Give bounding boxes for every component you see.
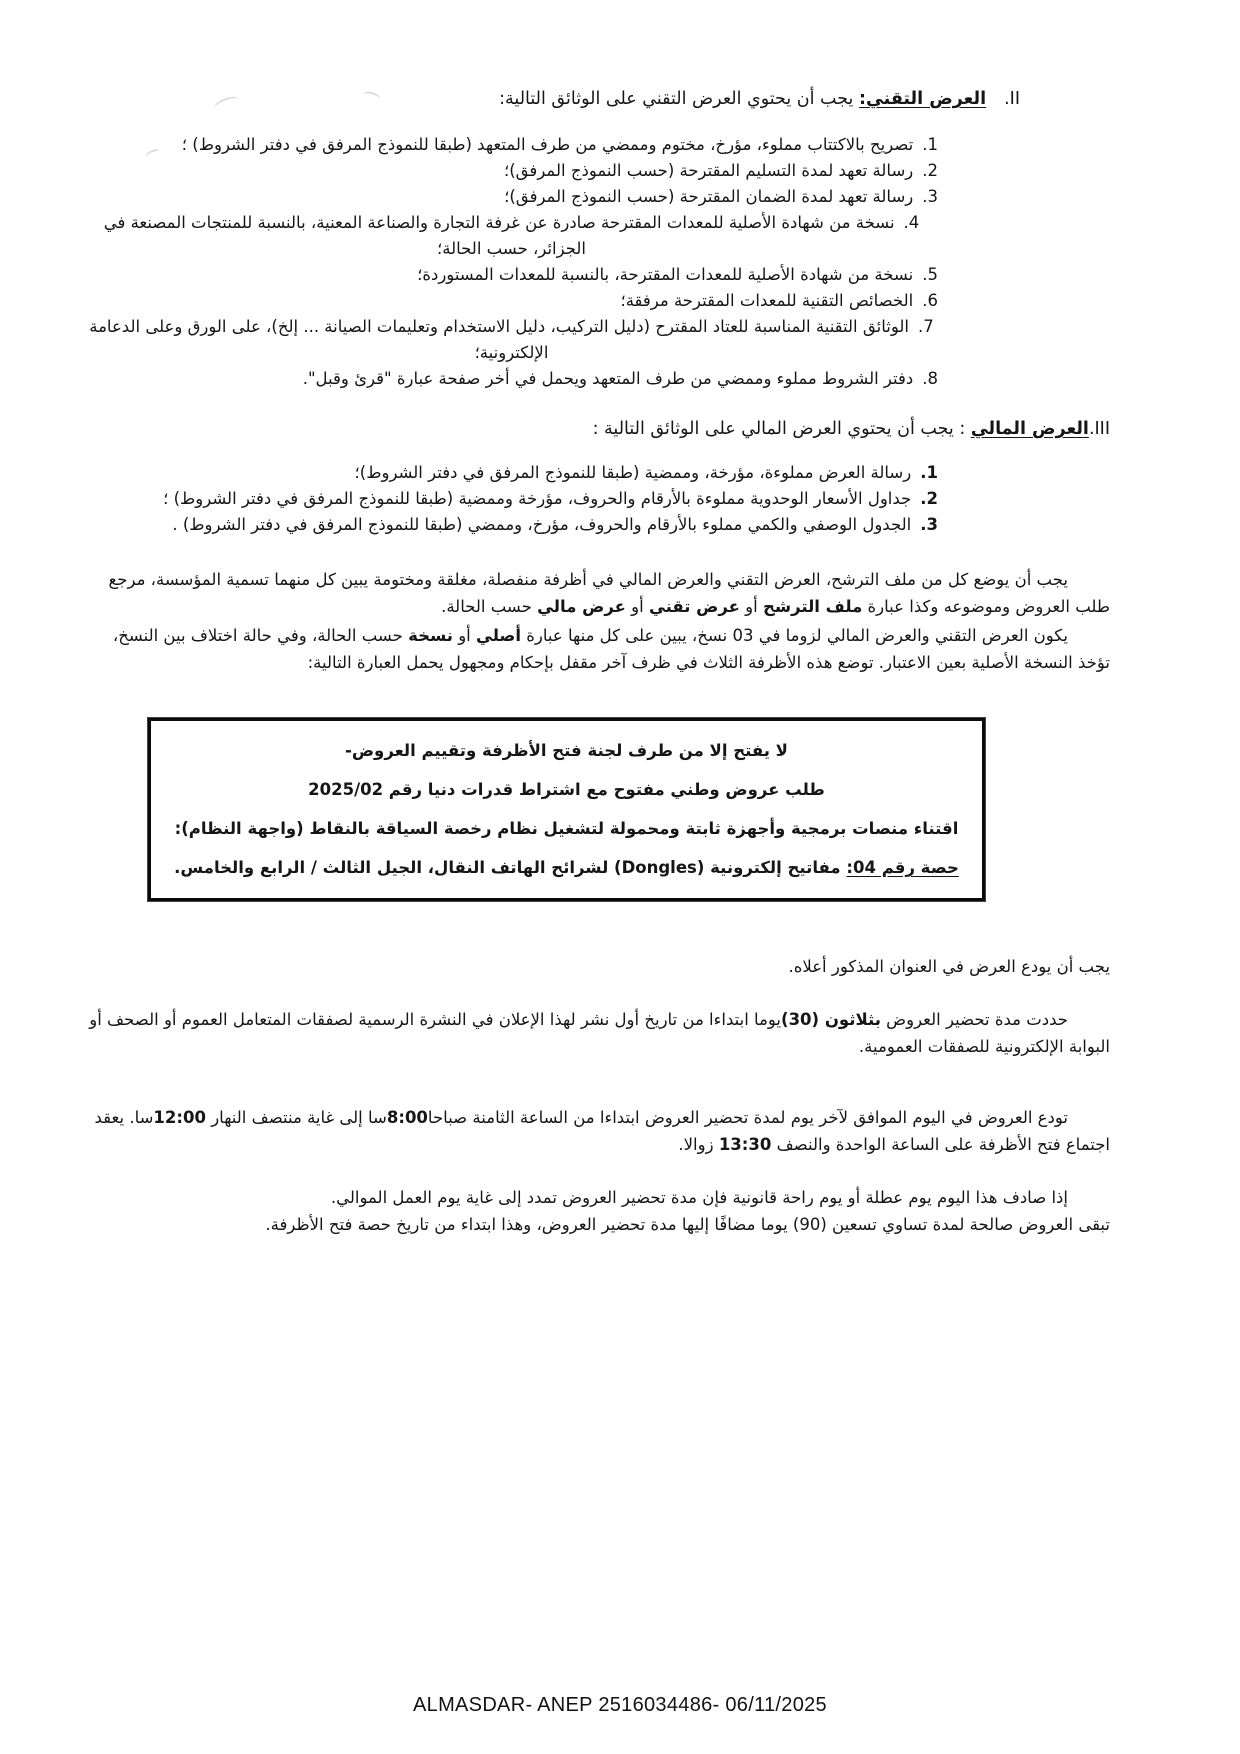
list-item [85, 184, 938, 210]
envelope-notice-box [148, 718, 985, 901]
preparation-text: يوما ابتداءا من تاريخ أول نشر لهذا الإعلان في النشرة الرسمية لصفقات المتعامل العموم أو الصحف أو البوابة الإلكترونية للصفقات العمومية. [89, 1010, 1110, 1056]
list-item [85, 486, 938, 512]
copies-text: حسب الحالة، وفي حالة اختلاف بين النسخ، تؤخذ النسخة الأصلية بعين الاعتبار. توضع هذه الأظرفة الثلاث في ظرف آخر مقفل بإحكام ومجهول يحمل العبارة التالية: [112, 626, 1110, 672]
item-number: 3. [920, 515, 938, 534]
section-title-financial: العرض المالي [970, 419, 1089, 439]
list-item [85, 210, 938, 262]
list-item [85, 366, 938, 392]
bold-technical-offer: عرض تقني [648, 597, 740, 616]
copies-text: يكون العرض التقني والعرض المالي لزوما في 03 نسخ، يبين على كل منها عبارة [521, 626, 1068, 645]
bold-thirty-days: بثلاثون (30) [781, 1010, 881, 1029]
item-text: تصريح بالاكتتاب مملوء، مؤرخ، مختوم وممضي من طرف المتعهد (طبقا للنموذج المرفق في دفتر الشروط) ؛ [181, 135, 914, 154]
section-intro-financial: : يجب أن يحتوي العرض المالي على الوثائق التالية : [592, 419, 971, 439]
item-text: الخصائص التقنية للمعدات المقترحة مرفقة؛ [620, 291, 914, 310]
list-item [85, 158, 938, 184]
submission-times-paragraph [85, 1104, 1110, 1158]
item-text: الوثائق التقنية المناسبة للعتاد المقترح (دليل التركيب، دليل الاستخدام وتعليمات الصيانة ... إلخ)، على الورق وعلى الدعامة الإلكترونية؛ [89, 317, 909, 362]
lot-number-label: حصة رقم 04: [846, 858, 959, 877]
section-numeral-ii: II. [1004, 89, 1020, 109]
item-number: 4. [903, 213, 920, 232]
separation-text: يجب أن يوضع كل من ملف الترشح، العرض التقني والعرض المالي في أظرفة منفصلة، مغلقة ومختومة يبين كل منهما تسمية المؤسسة، مرجع طلب العروض وموضوعه وكذا عبارة [108, 570, 1110, 616]
submission-text: سا. يعقد اجتماع فتح الأظرفة على الساعة الواحدة والنصف [94, 1108, 1110, 1154]
item-text: رسالة العرض مملوءة، مؤرخة، وممضية (طبقا للنموذج المرفق في دفتر الشروط)؛ [354, 463, 912, 482]
submission-text: زوالا. [678, 1135, 719, 1154]
copies-paragraph [85, 622, 1110, 676]
technical-offer-list [85, 132, 938, 392]
preparation-text: حددت مدة تحضير العروض [880, 1010, 1068, 1029]
separation-text: أو [739, 597, 763, 616]
bold-time-1200: 12:00 [153, 1108, 206, 1127]
list-item [85, 132, 938, 158]
list-item [85, 262, 938, 288]
submission-text: سا إلى غاية منتصف النهار [205, 1108, 387, 1127]
bold-time-0800: 8:00 [386, 1108, 428, 1127]
notice-open-only-line: لا يفتح إلا من طرف لجنة فتح الأظرفة وتقييم العروض- [345, 741, 788, 760]
submission-text: تودع العروض في اليوم الموافق لآخر يوم لمدة تحضير العروض ابتداءا من الساعة الثامنة صباحا [427, 1108, 1068, 1127]
item-text: نسخة من شهادة الأصلية للمعدات المقترحة، بالنسبة للمعدات المستوردة؛ [417, 265, 914, 284]
list-item [85, 314, 938, 366]
bold-financial-offer: عرض مالي [537, 597, 626, 616]
item-text: نسخة من شهادة الأصلية للمعدات المقترحة صادرة عن غرفة التجارة والصناعة المعنية، بالنسبة للمنتجات المصنعة في الجزائر، حسب الحالة؛ [103, 213, 895, 258]
item-number: 6. [922, 291, 938, 310]
item-text: الجدول الوصفي والكمي مملوء بالأرقام والحروف، مؤرخ، وممضي (طبقا للنموذج المرفق في دفتر الشروط) . [172, 515, 912, 534]
deposit-paragraph: يجب أن يودع العرض في العنوان المذكور أعلاه. [788, 957, 1110, 976]
item-number: 2. [920, 489, 938, 508]
financial-offer-list [85, 460, 938, 538]
list-item [85, 460, 938, 486]
item-number: 2. [922, 161, 938, 180]
notice-lot-line [163, 856, 970, 880]
holiday-extension-paragraph: إذا صادف هذا اليوم يوم عطلة أو يوم راحة قانونية فإن مدة تحضير العروض تمدد إلى غاية يوم العمل الموالي. [330, 1188, 1068, 1207]
bold-original: أصلي [476, 626, 522, 645]
item-number: 7. [917, 317, 934, 336]
list-item [85, 288, 938, 314]
anep-footer: ALMASDAR- ANEP 2516034486- 06/11/2025 [413, 1694, 827, 1716]
notice-subject-line: اقتناء منصات برمجية وأجهزة ثابتة ومحمولة لتشغيل نظام رخصة السياقة بالنقاط (واجهة النظام): [174, 819, 959, 838]
bold-copy: نسخة [408, 626, 453, 645]
section-numeral-iii: III. [1088, 419, 1110, 439]
bold-application-file: ملف الترشح [762, 597, 863, 616]
envelope-separation-paragraph [85, 566, 1110, 620]
copies-text: أو [452, 626, 476, 645]
item-number: 5. [922, 265, 938, 284]
item-text: دفتر الشروط مملوء وممضي من طرف المتعهد ويحمل في أخر صفحة عبارة "قرئ وقبل". [302, 369, 914, 388]
item-text: رسالة تعهد لمدة التسليم المقترحة (حسب النموذج المرفق)؛ [503, 161, 914, 180]
notice-tender-number-line: طلب عروض وطني مفتوح مع اشتراط قدرات دنيا رقم 2025/02 [308, 780, 825, 799]
item-number: 1. [922, 135, 938, 154]
separation-text: أو [625, 597, 649, 616]
item-text: رسالة تعهد لمدة الضمان المقترحة (حسب النموذج المرفق)؛ [504, 187, 914, 206]
section-title-technical: العرض التقني: [858, 89, 987, 109]
list-item [85, 512, 938, 538]
lot-description: مفاتيح إلكترونية (Dongles) لشرائح الهاتف النقال، الجيل الثالث / الرابع والخامس. [174, 858, 847, 877]
item-number: 1. [920, 463, 938, 482]
section-intro-technical: يجب أن يحتوي العرض التقني على الوثائق التالية: [499, 89, 859, 109]
item-number: 3. [922, 187, 938, 206]
preparation-duration-paragraph [85, 1006, 1110, 1060]
separation-text: حسب الحالة. [441, 597, 538, 616]
item-number: 8. [922, 369, 938, 388]
item-text: جداول الأسعار الوحدوية مملوءة بالأرقام والحروف، مؤرخة وممضية (طبقا للنموذج المرفق في دفتر الشروط) ؛ [163, 489, 912, 508]
bold-time-1330: 13:30 [718, 1135, 772, 1154]
offer-validity-paragraph: تبقى العروض صالحة لمدة تساوي تسعين (90) يوما مضافًا إليها مدة تحضير العروض، وهذا ابتداء من تاريخ حصة فتح الأظرفة. [265, 1215, 1110, 1234]
section-financial-offer-header [85, 416, 1110, 442]
